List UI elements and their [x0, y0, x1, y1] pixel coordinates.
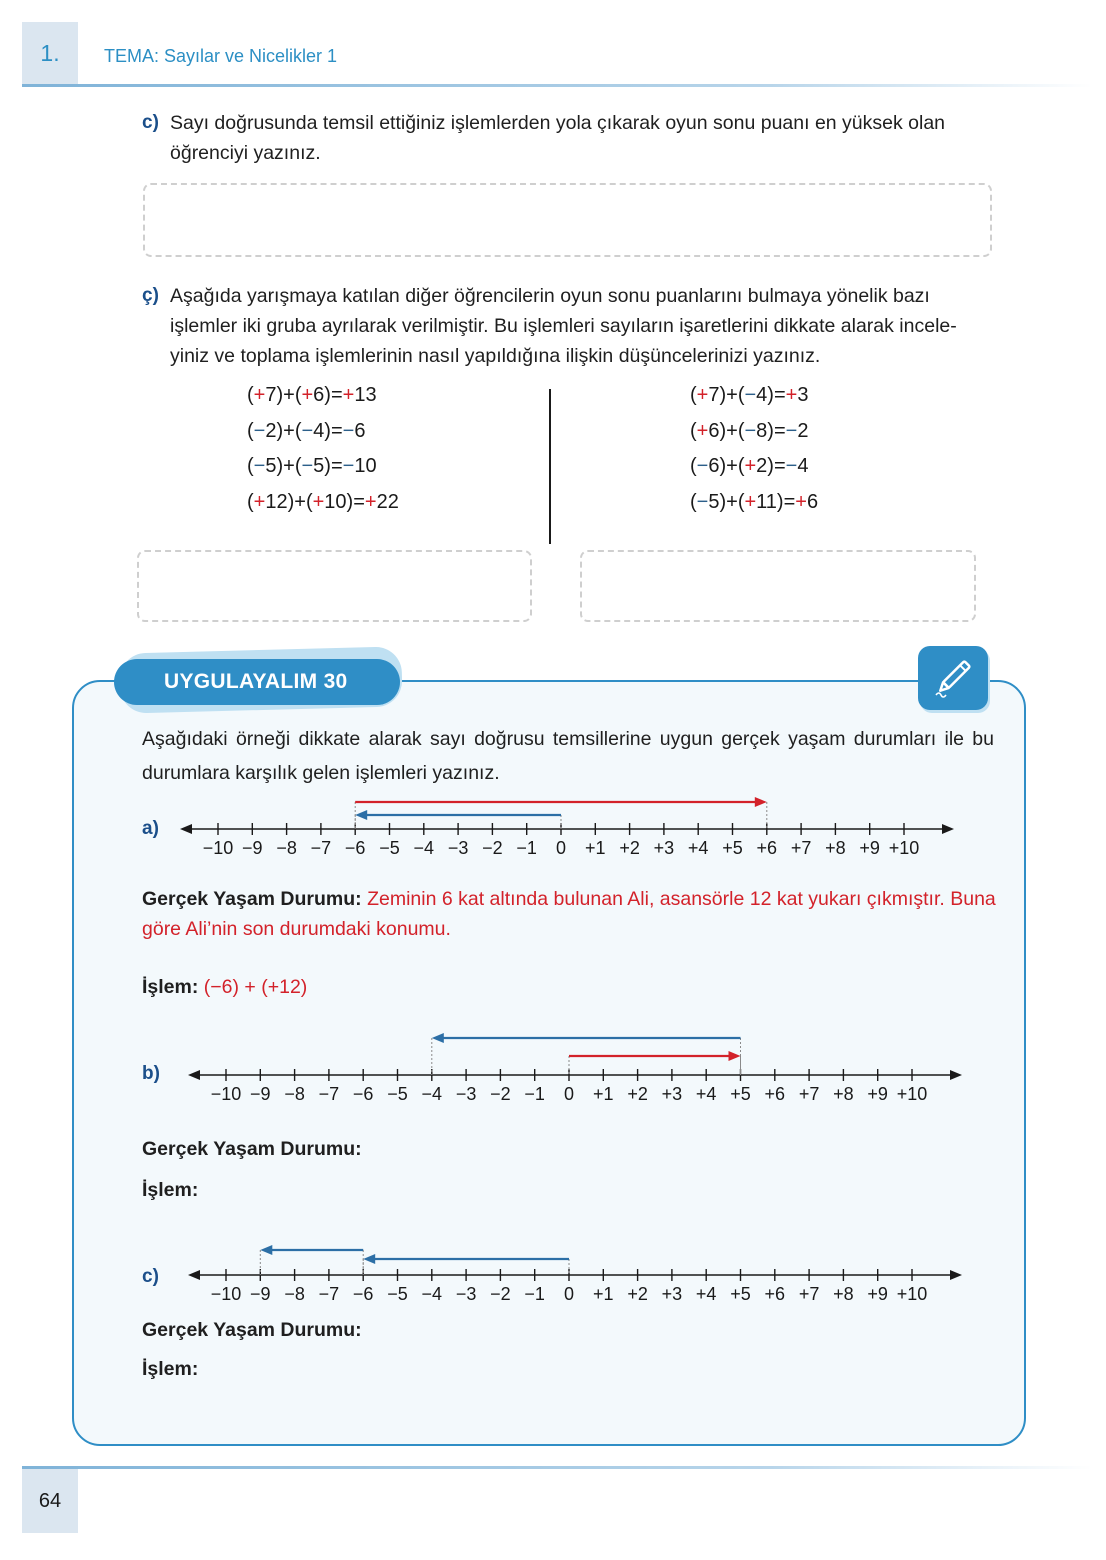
- equation-part: 7)+(: [708, 384, 745, 406]
- equation-part: +: [744, 455, 757, 477]
- tick-label: +1: [593, 1084, 614, 1104]
- part-b-label: b): [142, 1063, 160, 1084]
- equation-part: −: [744, 419, 757, 442]
- tick-label: +8: [825, 838, 846, 858]
- number-line-a: [160, 790, 970, 870]
- tick-label: −1: [516, 838, 537, 858]
- tick-label: −5: [387, 1084, 408, 1104]
- equation-part: −: [744, 384, 757, 406]
- question-cc-line2: işlemler iki gruba ayrılarak verilmiştir. Bu işlemleri sayıların işaretlerini dikkate alarak incele-: [170, 315, 957, 337]
- part-c-label: c): [142, 1266, 159, 1287]
- tick-label: −1: [524, 1084, 545, 1104]
- tick-label: +9: [859, 838, 880, 858]
- equation-part: −: [301, 419, 314, 442]
- equation-part: −: [785, 419, 798, 442]
- axis-arrow-right: [950, 1270, 962, 1280]
- part-c-life-label[interactable]: Gerçek Yaşam Durumu:: [142, 1319, 362, 1341]
- tick-label: +6: [756, 838, 778, 858]
- equation-part: 6: [354, 419, 366, 442]
- question-c-line1: Sayı doğrusunda temsil ettiğiniz işlemlerden yola çıkarak oyun sonu puanı en yüksek olan: [170, 112, 946, 134]
- operation-arrowhead: [260, 1245, 272, 1255]
- tick-label: −4: [421, 1084, 443, 1104]
- equation-part: −: [342, 419, 355, 442]
- part-a-op-text: (−6) + (+12): [203, 976, 308, 998]
- question-c-letter: c): [142, 112, 159, 133]
- equation-part: −: [301, 455, 314, 477]
- equation-part: 5)=: [313, 455, 343, 477]
- equation-part: +: [795, 490, 807, 513]
- equation-row: [247, 420, 399, 456]
- tick-label: −6: [352, 1284, 374, 1304]
- answer-box-c[interactable]: [143, 183, 992, 257]
- tick-label: −3: [455, 1084, 477, 1104]
- tick-label: −10: [210, 1284, 242, 1304]
- equation-part: 22: [376, 490, 399, 513]
- axis-arrow-left: [180, 824, 192, 834]
- equation-part: 4)=: [756, 384, 786, 406]
- tick-label: 0: [563, 1084, 575, 1104]
- tick-label: −10: [202, 838, 234, 858]
- equation-part: −: [253, 419, 266, 442]
- answer-box-left[interactable]: [137, 550, 532, 622]
- equation-part: 2)+(: [265, 419, 302, 442]
- equation-part: 10)=: [324, 490, 365, 513]
- part-c-operation: [142, 1354, 1002, 1384]
- tick-label: +5: [730, 1284, 751, 1304]
- tick-label: 0: [555, 838, 567, 858]
- equation-part: 5)+(: [708, 490, 745, 513]
- tick-label: +6: [764, 1284, 786, 1304]
- chapter-number: 1.: [22, 22, 78, 84]
- tick-label: −2: [490, 1084, 511, 1104]
- tick-label: +3: [661, 1284, 683, 1304]
- equation-part: +: [253, 490, 266, 513]
- tick-label: +9: [867, 1084, 888, 1104]
- tick-label: −3: [447, 838, 469, 858]
- page-number: 64: [22, 1469, 78, 1533]
- part-b-life: [142, 1134, 1002, 1164]
- tick-label: +3: [653, 838, 675, 858]
- equation-part: +: [342, 384, 355, 406]
- tick-label: +3: [661, 1084, 683, 1104]
- equation-part: +: [301, 384, 314, 406]
- equation-row: [247, 384, 399, 420]
- tick-label: −6: [344, 838, 366, 858]
- equation-part: 2)=: [756, 455, 786, 477]
- equation-part: 7)+(: [265, 384, 302, 406]
- tick-label: −9: [242, 838, 263, 858]
- equation-part: +: [744, 490, 757, 513]
- part-a-operation: [142, 972, 1002, 1002]
- tick-label: −8: [276, 838, 297, 858]
- equation-part: 8)=: [756, 419, 786, 442]
- part-b-life-label[interactable]: Gerçek Yaşam Durumu:: [142, 1138, 362, 1160]
- tick-label: −4: [421, 1284, 443, 1304]
- equation-part: (: [247, 490, 254, 513]
- equation-row: [690, 455, 818, 491]
- tick-label: +10: [896, 1084, 928, 1104]
- tick-label: −9: [250, 1084, 271, 1104]
- equations-group-left: [247, 384, 399, 526]
- equation-part: −: [253, 455, 266, 477]
- tick-label: −8: [284, 1284, 305, 1304]
- tick-label: +1: [593, 1284, 614, 1304]
- activity-title: UYGULAYALIM 30: [114, 659, 400, 705]
- equation-part: 6: [806, 490, 819, 513]
- equation-part: (: [247, 419, 254, 442]
- equation-part: 13: [354, 384, 377, 406]
- equation-part: −: [342, 455, 355, 477]
- equation-separator: [549, 389, 551, 544]
- equation-row: [690, 384, 818, 420]
- axis-arrow-right: [950, 1070, 962, 1080]
- tick-label: +7: [798, 1284, 820, 1304]
- equation-part: (: [690, 455, 697, 477]
- equation-part: 12)+(: [265, 490, 313, 513]
- footer-rule: [22, 1466, 1092, 1469]
- tick-label: +1: [585, 838, 606, 858]
- tick-label: −4: [413, 838, 435, 858]
- tick-label: +8: [833, 1084, 854, 1104]
- part-a-label: a): [142, 818, 159, 839]
- part-b-operation: [142, 1175, 1002, 1205]
- question-cc-line1: Aşağıda yarışmaya katılan diğer öğrencilerin oyun sonu puanlarını bulmaya yönelik bazı: [170, 285, 930, 307]
- equation-part: −: [696, 455, 709, 477]
- part-c-op-label[interactable]: İşlem:: [142, 1358, 199, 1380]
- equation-part: 6)+(: [708, 455, 745, 477]
- equation-part: +: [253, 384, 266, 406]
- equation-part: 2: [797, 419, 809, 442]
- tick-label: +5: [730, 1084, 751, 1104]
- operation-arrowhead: [729, 1051, 741, 1061]
- tick-label: −7: [318, 1084, 340, 1104]
- equation-part: +: [785, 384, 798, 406]
- tick-label: +2: [619, 838, 640, 858]
- equation-row: [247, 455, 399, 491]
- part-a-life: [142, 884, 1002, 944]
- tick-label: +7: [790, 838, 812, 858]
- equation-part: −: [785, 455, 798, 477]
- tick-label: −6: [352, 1084, 374, 1104]
- tick-label: +2: [627, 1084, 648, 1104]
- equations-group-right: [690, 384, 818, 526]
- tick-label: +10: [888, 838, 920, 858]
- tick-label: +10: [896, 1284, 928, 1304]
- tick-label: +4: [695, 1084, 717, 1104]
- question-c-line2: öğrenciyi yazınız.: [170, 142, 321, 164]
- tick-label: +4: [695, 1284, 717, 1304]
- equation-part: 4: [797, 455, 809, 477]
- tick-label: 0: [563, 1284, 575, 1304]
- tick-label: −7: [318, 1284, 340, 1304]
- equation-row: [247, 491, 399, 527]
- equation-part: 10: [354, 455, 377, 477]
- equation-part: 3: [797, 384, 809, 406]
- equation-part: 6)+(: [708, 419, 745, 442]
- question-cc-line3: yiniz ve toplama işlemlerinin nasıl yapıldığına ilişkin düşüncelerinizi yazınız.: [170, 345, 821, 367]
- equation-part: +: [312, 490, 325, 513]
- question-cc-letter: ç): [142, 285, 159, 306]
- equation-row: [690, 420, 818, 456]
- tick-label: +8: [833, 1284, 854, 1304]
- equation-part: (: [247, 384, 254, 406]
- part-c-life: [142, 1315, 1002, 1345]
- equation-part: −: [696, 490, 709, 513]
- operation-arrowhead: [755, 797, 767, 807]
- equation-row: [690, 491, 818, 527]
- equation-part: +: [696, 384, 709, 406]
- part-b-op-label[interactable]: İşlem:: [142, 1179, 199, 1201]
- operation-arrowhead: [355, 810, 367, 820]
- equation-part: (: [690, 490, 697, 513]
- part-a-op-label: İşlem:: [142, 976, 199, 998]
- tick-label: −5: [387, 1284, 408, 1304]
- equation-part: (: [690, 419, 697, 442]
- tick-label: −9: [250, 1284, 271, 1304]
- equation-part: +: [696, 419, 709, 442]
- number-line-b: [168, 1026, 978, 1116]
- axis-arrow-left: [188, 1070, 200, 1080]
- chapter-title: TEMA: Sayılar ve Nicelikler 1: [104, 46, 338, 66]
- tick-label: −7: [310, 838, 332, 858]
- tick-label: −3: [455, 1284, 477, 1304]
- tick-label: +5: [722, 838, 743, 858]
- tick-label: −2: [490, 1284, 511, 1304]
- tick-label: +6: [764, 1084, 786, 1104]
- number-line-c: [168, 1236, 978, 1316]
- axis-arrow-left: [188, 1270, 200, 1280]
- part-a-life-label: Gerçek Yaşam Durumu:: [142, 888, 362, 910]
- equation-part: 6)=: [313, 384, 343, 406]
- tick-label: +7: [798, 1084, 820, 1104]
- equation-part: 4)=: [313, 419, 343, 442]
- equation-part: 5)+(: [265, 455, 302, 477]
- tick-label: −5: [379, 838, 400, 858]
- tick-label: −10: [210, 1084, 242, 1104]
- tick-label: −8: [284, 1084, 305, 1104]
- header-rule: [22, 84, 1092, 87]
- operation-arrowhead: [432, 1033, 444, 1043]
- pencil-icon: [918, 646, 988, 710]
- activity-intro: Aşağıdaki örneği dikkate alarak sayı doğrusu temsillerine uygun gerçek yaşam durumları ile bu durumlara karşılık gelen işlemleri yazınız.: [142, 728, 994, 784]
- tick-label: +4: [687, 838, 709, 858]
- tick-label: −2: [482, 838, 503, 858]
- equation-part: 11)=: [756, 490, 796, 513]
- equation-part: (: [690, 384, 697, 406]
- axis-arrow-right: [942, 824, 954, 834]
- tick-label: +2: [627, 1284, 648, 1304]
- operation-arrowhead: [363, 1254, 375, 1264]
- answer-box-right[interactable]: [580, 550, 976, 622]
- tick-label: +9: [867, 1284, 888, 1304]
- equation-part: (: [247, 455, 254, 477]
- tick-label: −1: [524, 1284, 545, 1304]
- equation-part: +: [364, 490, 377, 513]
- part-a-life-text: Zeminin 6 kat altında bulunan Ali, asansörle 12 kat yukarı çıkmıştır. Buna göre Ali’nin son durumdaki konumu.: [142, 888, 996, 940]
